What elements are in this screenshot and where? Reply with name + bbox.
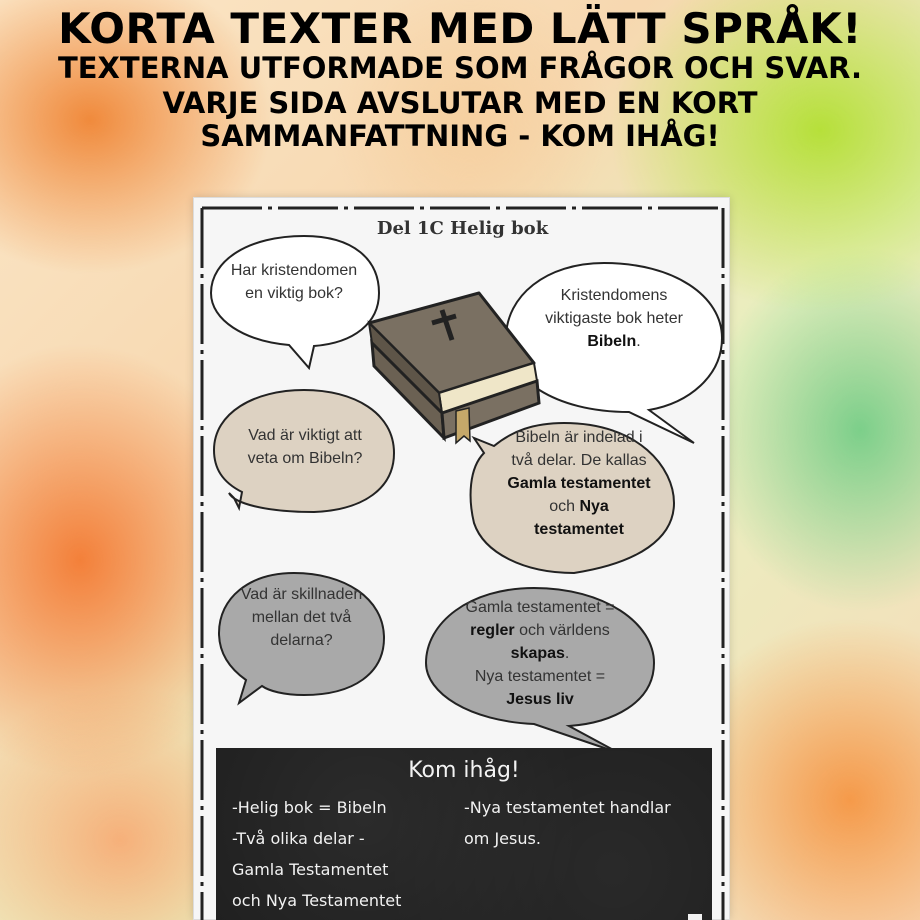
- bubble-q1-text: Har kristendomen en viktig bok?: [230, 262, 358, 302]
- headline-line-3a: VARJE SIDA AVSLUTAR MED EN KORT: [162, 86, 758, 120]
- headline-line-3: [0, 87, 920, 154]
- chalkboard-line: -Nya testamentet handlar: [464, 798, 671, 817]
- headline-line-2: TEXTERNA UTFORMADE SOM FRÅGOR OCH SVAR.: [57, 51, 863, 85]
- worksheet-page: [193, 197, 730, 920]
- chalkboard-line: och Nya Testamentet: [232, 891, 402, 910]
- chalk-piece: [688, 914, 702, 920]
- bubble-q2-text: Vad är viktigt att veta om Bibeln?: [247, 427, 363, 467]
- bubble-a1-text: Kristendomens viktigaste bok heter Bibeln.: [545, 287, 683, 350]
- bubble-q3-text: Vad är skillnaden mellan det två delarna?: [240, 586, 363, 649]
- page-title: Del 1C Helig bok: [376, 218, 549, 239]
- chalkboard-line: om Jesus.: [464, 829, 541, 848]
- bubble-a2-text: Bibeln är indelad i två delar. De kallas Gamla testamentet och Nya testamentet: [507, 429, 651, 538]
- promo-headline: [0, 4, 920, 154]
- chalkboard-line: -Helig bok = Bibeln: [232, 798, 387, 817]
- bubble-a3-text: Gamla testamentet = regler och världens skapas. Nya testamentet = Jesus liv: [465, 599, 615, 708]
- chalkboard-right-column: [464, 792, 671, 854]
- chalkboard-line: Gamla Testamentet: [232, 860, 389, 879]
- chalkboard-line: -Två olika delar -: [232, 829, 365, 848]
- chalkboard-left-column: [232, 792, 401, 916]
- chalkboard-title: Kom ihåg!: [408, 758, 520, 783]
- headline-line-3b: SAMMANFATTNING - KOM IHÅG!: [200, 119, 720, 154]
- headline-line-1: KORTA TEXTER MED LÄTT SPRÅK!: [58, 4, 862, 53]
- kom-ihag-chalkboard: [216, 748, 712, 920]
